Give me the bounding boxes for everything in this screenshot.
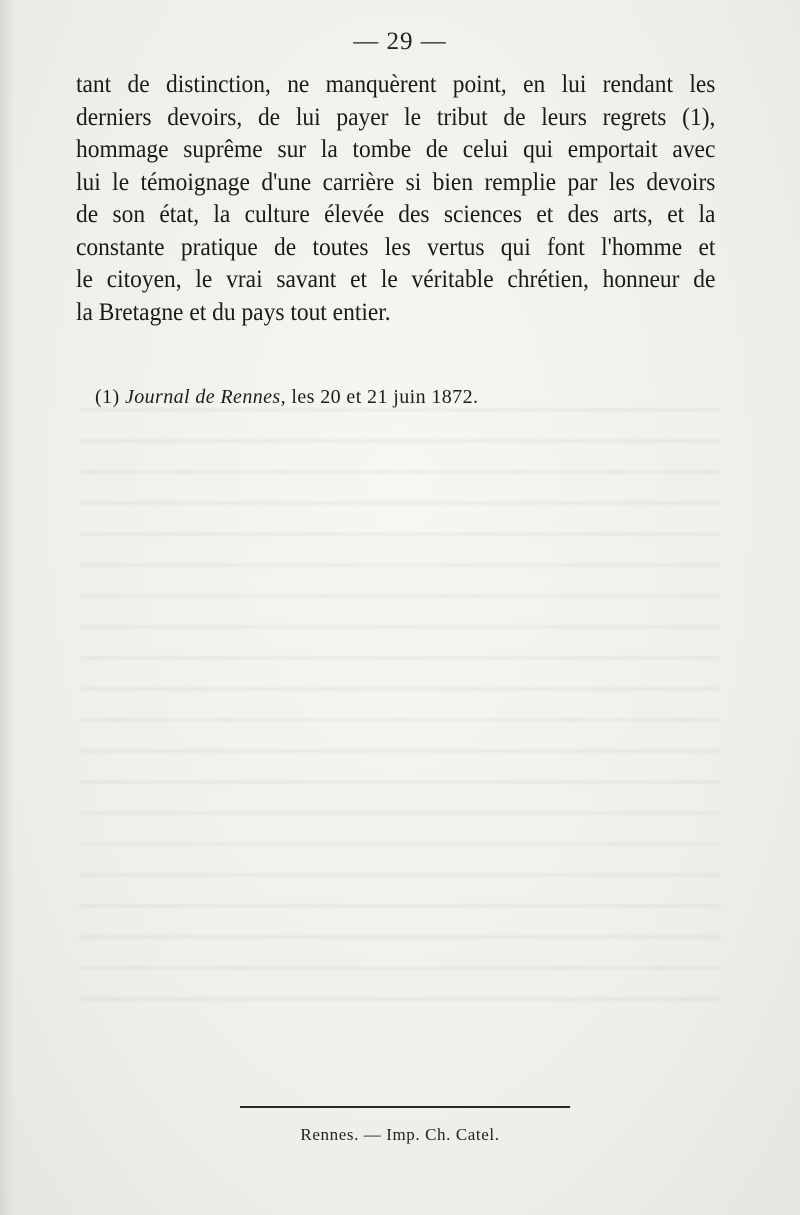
page-edge-shadow [0, 0, 14, 1215]
footnote [95, 386, 478, 409]
printer-imprint: Rennes. — Imp. Ch. Catel. [300, 1125, 500, 1144]
bleed-through-texture [80, 380, 720, 1060]
main-paragraph [76, 68, 716, 328]
horizontal-rule [240, 1106, 570, 1108]
paragraph-line: de son état, la culture élevée des sciences et des arts, et la [76, 199, 716, 228]
paragraph-line: derniers devoirs, de lui payer le tribut de leurs regrets (1), [76, 101, 716, 131]
page-number: — 29 — [353, 28, 447, 55]
paragraph-line: constante pratique de toutes les vertus qui font l'homme et [76, 231, 716, 261]
footnote-journal-title: Journal de Rennes, [124, 386, 286, 408]
paragraph-line: le citoyen, le vrai savant et le véritable chrétien, honneur de [76, 264, 716, 293]
footnote-marker: (1) [95, 386, 120, 408]
footnote-text: les 20 et 21 juin 1872. [291, 386, 479, 408]
paragraph-line: lui le témoignage d'une carrière si bien remplie par les devoirs [76, 166, 716, 196]
paragraph-line: hommage suprême sur la tombe de celui qui emportait avec [76, 134, 716, 163]
paragraph-line: la Bretagne et du pays tout entier. [76, 296, 391, 326]
paragraph-line: tant de distinction, ne manquèrent point, en lui rendant les [76, 69, 716, 98]
